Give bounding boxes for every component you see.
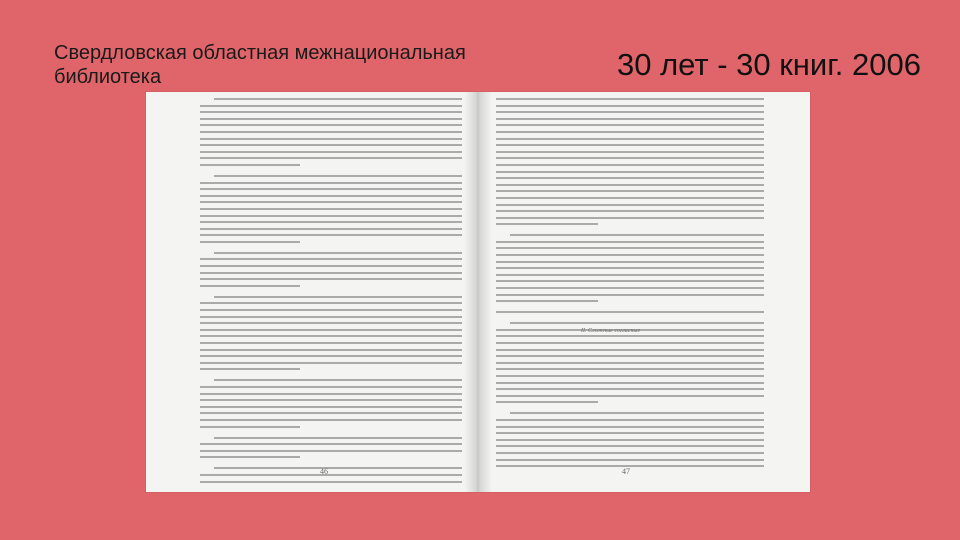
text-line [200, 285, 300, 287]
text-line [200, 188, 462, 190]
text-line [200, 474, 462, 476]
text-line [200, 201, 462, 203]
text-line [200, 241, 300, 243]
text-line [200, 355, 462, 357]
text-line [200, 481, 462, 483]
right-page-text-lines [496, 98, 764, 472]
text-line [200, 138, 462, 140]
text-line [496, 98, 764, 100]
text-line [214, 379, 462, 381]
text-line [214, 467, 462, 469]
text-line [200, 182, 462, 184]
text-line [496, 419, 764, 421]
text-line [200, 164, 300, 166]
text-line [200, 228, 462, 230]
text-line [496, 144, 764, 146]
text-line [200, 118, 462, 120]
text-line [200, 195, 462, 197]
text-line [496, 261, 764, 263]
text-line [200, 456, 300, 458]
text-line [200, 322, 462, 324]
text-line [496, 445, 764, 447]
text-line [496, 362, 764, 364]
text-line [496, 368, 764, 370]
text-line [200, 406, 462, 408]
text-line [496, 388, 764, 390]
text-line [200, 144, 462, 146]
text-line [496, 177, 764, 179]
text-line [496, 395, 764, 397]
right-page [496, 98, 764, 486]
page-number-left: 46 [320, 467, 328, 476]
text-line [200, 131, 462, 133]
text-line [496, 342, 764, 344]
text-line [200, 329, 462, 331]
text-line [496, 375, 764, 377]
text-line [496, 138, 764, 140]
text-line [200, 278, 462, 280]
text-line [200, 426, 300, 428]
text-line [510, 412, 764, 414]
text-line [200, 157, 462, 159]
text-line [496, 184, 764, 186]
text-line [200, 124, 462, 126]
text-line [200, 368, 300, 370]
text-line [200, 208, 462, 210]
text-line [200, 258, 462, 260]
text-line [496, 171, 764, 173]
text-line [496, 111, 764, 113]
text-line [200, 272, 462, 274]
text-line [200, 111, 462, 113]
text-line [214, 98, 462, 100]
text-line [496, 349, 764, 351]
book-gutter [464, 92, 492, 492]
text-line [200, 316, 462, 318]
text-line [200, 362, 462, 364]
text-line [214, 252, 462, 254]
text-line [200, 386, 462, 388]
text-line [200, 265, 462, 267]
organization-title: Свердловская областная межнациональная библиотека [54, 42, 466, 88]
text-line [496, 204, 764, 206]
text-line [200, 349, 462, 351]
text-line [496, 164, 764, 166]
text-line [496, 157, 764, 159]
text-line [200, 105, 462, 107]
text-line [496, 459, 764, 461]
text-line [496, 254, 764, 256]
text-line [496, 311, 764, 313]
text-line [496, 300, 598, 302]
text-line [214, 175, 462, 177]
text-line [496, 105, 764, 107]
text-line [496, 247, 764, 249]
text-line [200, 393, 462, 395]
text-line [496, 432, 764, 434]
text-line [510, 234, 764, 236]
text-line [200, 335, 462, 337]
text-line [496, 118, 764, 120]
page-number-right: 47 [622, 467, 630, 476]
text-line [510, 322, 764, 324]
text-line [496, 382, 764, 384]
text-line [200, 342, 462, 344]
section-heading: II. Сложные согласные [581, 328, 641, 334]
text-line [496, 287, 764, 289]
open-book-photo [146, 92, 810, 492]
text-line [200, 419, 462, 421]
text-line [200, 221, 462, 223]
text-line [200, 412, 462, 414]
text-line [200, 450, 462, 452]
text-line [496, 197, 764, 199]
text-line [496, 335, 764, 337]
text-line [496, 267, 764, 269]
text-line [496, 294, 764, 296]
text-line [214, 437, 462, 439]
text-line [496, 217, 764, 219]
text-line [496, 274, 764, 276]
text-line [200, 151, 462, 153]
text-line [496, 210, 764, 212]
text-line [496, 355, 764, 357]
text-line [496, 439, 764, 441]
text-line [496, 223, 598, 225]
text-line [496, 124, 764, 126]
text-line [496, 401, 598, 403]
text-line [496, 465, 764, 467]
slide-heading: 30 лет - 30 книг. 2006 [617, 47, 921, 82]
text-line [200, 443, 462, 445]
text-line [200, 215, 462, 217]
left-page [200, 98, 462, 486]
text-line [496, 280, 764, 282]
text-line [496, 151, 764, 153]
text-line [496, 241, 764, 243]
text-line [496, 190, 764, 192]
text-line [496, 426, 764, 428]
text-line [200, 399, 462, 401]
text-line [200, 234, 462, 236]
text-line [200, 309, 462, 311]
text-line [200, 302, 462, 304]
text-line [496, 452, 764, 454]
left-page-text-lines [200, 98, 462, 486]
text-line [214, 296, 462, 298]
text-line [496, 131, 764, 133]
